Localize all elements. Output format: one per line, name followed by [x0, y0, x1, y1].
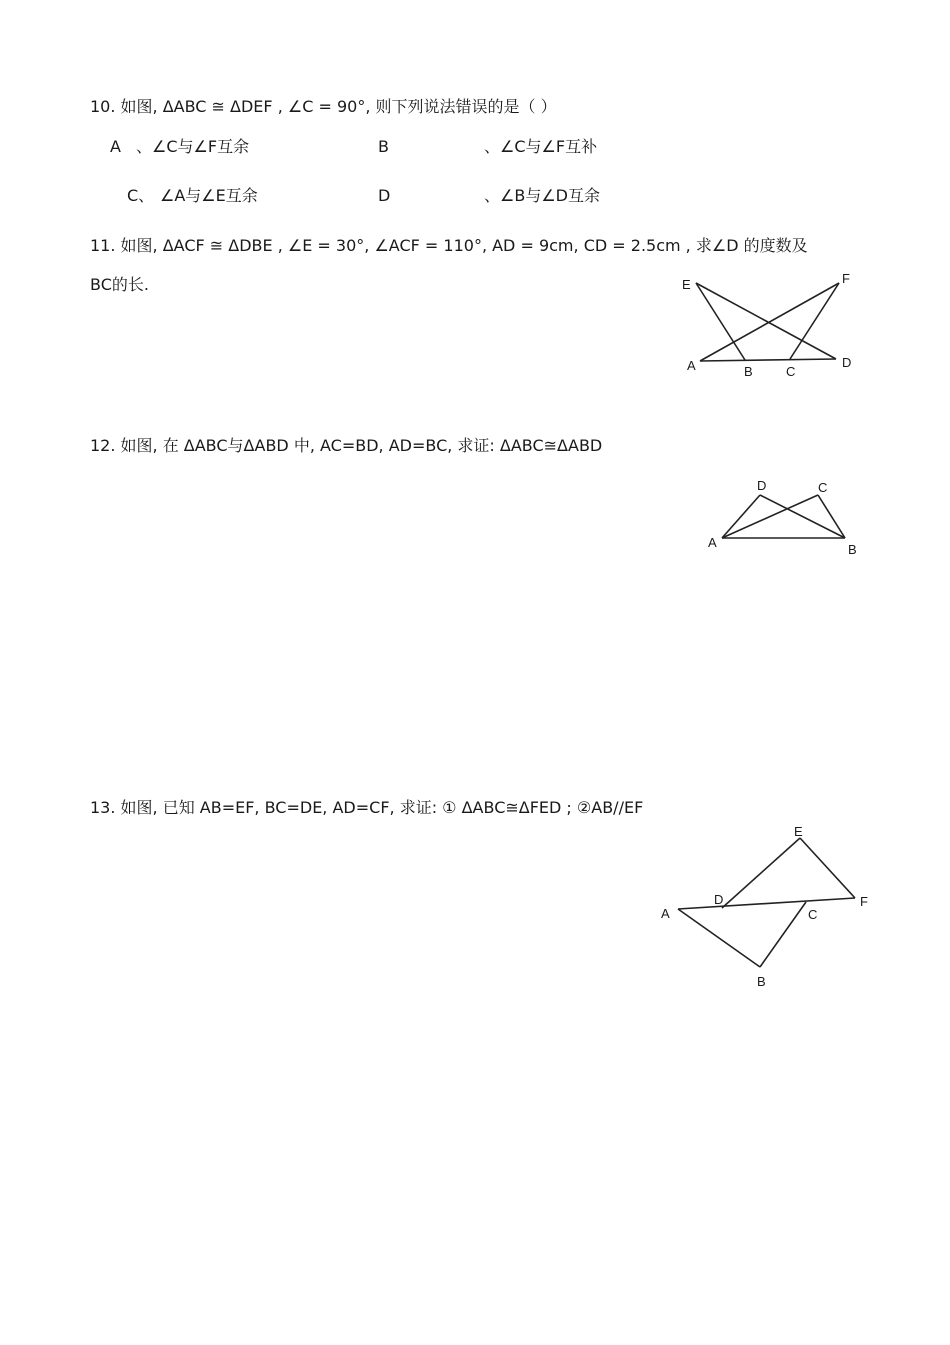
q12-label-B: B	[848, 542, 857, 557]
q10-option-a-letter: A	[110, 137, 121, 156]
q13-label-B: B	[757, 974, 766, 989]
q10-option-b-letter: B	[378, 137, 389, 156]
q13-segment-AB	[678, 909, 760, 967]
q12-segment-AD	[722, 495, 760, 538]
q13-label-E: E	[794, 824, 803, 839]
q13-segment-BC	[760, 902, 806, 967]
q11-label-F: F	[842, 271, 850, 286]
q12-label-A: A	[708, 535, 717, 550]
q11-label-E: E	[682, 277, 691, 292]
q13-segment-DE	[722, 838, 800, 908]
q10-option-c-text: ∠A与∠E互余	[160, 186, 258, 205]
q13-stem: 13. 如图, 已知 AB=EF, BC=DE, AD=CF, 求证: ① ΔABC≅ΔFED ; ②AB//EF	[90, 798, 644, 817]
q13-segment-EF	[800, 838, 855, 898]
q13-label-C: C	[808, 907, 818, 922]
q10-option-b-text: 、∠C与∠F互补	[484, 137, 598, 156]
q11-segment-EB	[696, 283, 745, 360]
q11-stem-continued: BC的长.	[90, 275, 149, 294]
q11-stem: 11. 如图, ΔACF ≅ ΔDBE , ∠E = 30°, ∠ACF = 110°, AD = 9cm, CD = 2.5cm , 求∠D 的度数及	[90, 236, 808, 255]
q11-label-C: C	[786, 364, 796, 379]
q12-label-D: D	[757, 478, 767, 493]
q10-option-a-text: 、∠C与∠F互余	[136, 137, 250, 156]
q11-label-A: A	[687, 358, 696, 373]
q11-figure	[670, 265, 870, 385]
q10-option-d-letter: D	[378, 186, 391, 205]
q10-option-c-letter: C、	[127, 186, 155, 205]
q10-option-d-text: 、∠B与∠D互余	[484, 186, 600, 205]
q11-segment-AD	[700, 359, 836, 361]
q13-label-A: A	[661, 906, 670, 921]
q11-label-D: D	[842, 355, 852, 370]
q12-label-C: C	[818, 480, 828, 495]
q13-label-F: F	[860, 894, 868, 909]
q12-figure	[700, 475, 870, 560]
q13-figure	[650, 820, 880, 995]
q11-label-B: B	[744, 364, 753, 379]
q13-label-D: D	[714, 892, 724, 907]
q12-stem: 12. 如图, 在 ΔABC与ΔABD 中, AC=BD, AD=BC, 求证: ΔABC≅ΔABD	[90, 436, 603, 455]
q10-stem: 10. 如图, ΔABC ≅ ΔDEF , ∠C = 90°, 则下列说法错误的是（ ）	[90, 97, 557, 116]
q13-segment-AF	[678, 898, 855, 909]
